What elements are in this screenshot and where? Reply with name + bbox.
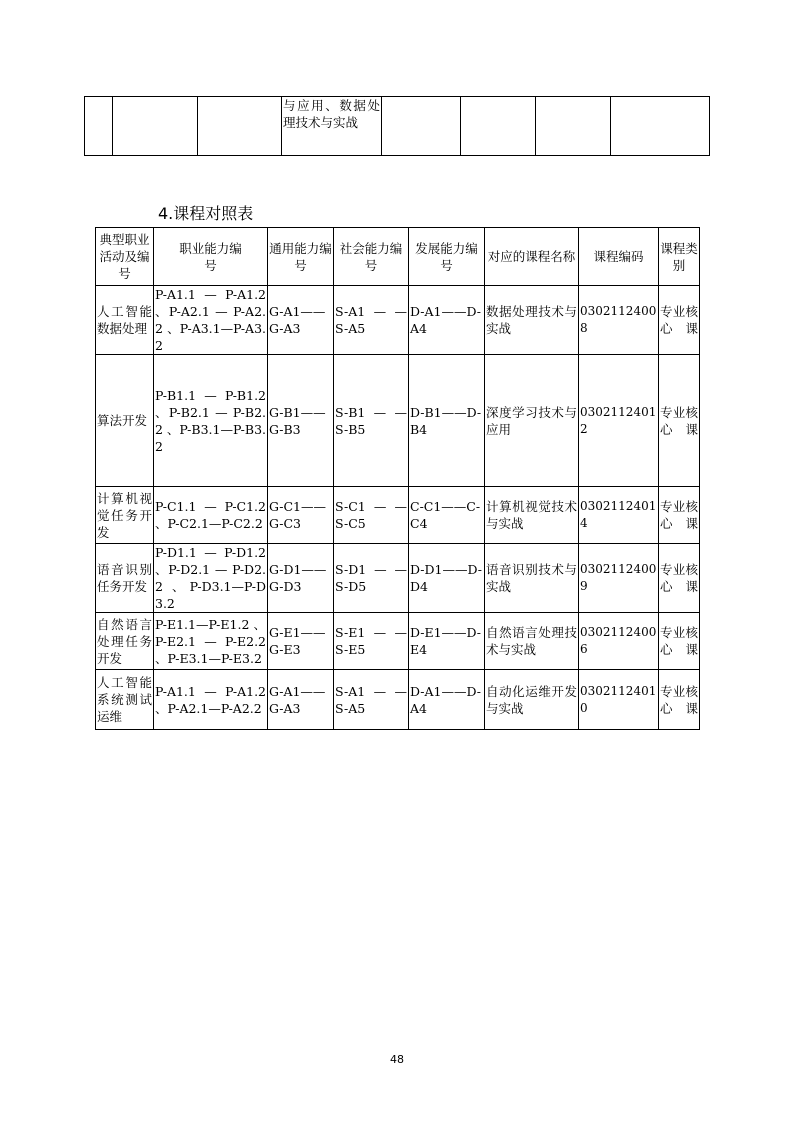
table-cell: 专业核心课 <box>659 355 700 487</box>
table-cell: S-A1 — — S-A5 <box>334 670 409 730</box>
table-cell: 人工智能系统测试运维 <box>96 670 154 730</box>
table-cell: 与应用、数据处理技术与实战 <box>282 97 382 156</box>
table-cell: G-D1——G-D3 <box>268 544 334 613</box>
table-header-row <box>96 228 700 286</box>
table-cell: C-C1——C-C4 <box>409 487 485 544</box>
table-cell: 语音识别技术与实战 <box>485 544 579 613</box>
header-cell: 发展能力编号 <box>409 228 485 286</box>
table-cell: 自动化运维开发与实战 <box>485 670 579 730</box>
table-cell: S-C1 — — S-C5 <box>334 487 409 544</box>
table-cell: 03021124014 <box>579 487 659 544</box>
table-cell: 计算机视觉技术与实战 <box>485 487 579 544</box>
table-row <box>96 286 700 355</box>
page-number: 48 <box>390 1053 404 1066</box>
table-cell: 人工智能数据处理 <box>96 286 154 355</box>
table-cell: P-D1.1 — P-D1.2 、P-D2.1 — P-D2.2 、P-D3.1—P-D3.2 <box>155 545 266 611</box>
table-cell: G-A1——G-A3 <box>268 286 334 355</box>
section-title: 4.课程对照表 <box>158 204 254 223</box>
table-cell: 03021124012 <box>579 355 659 487</box>
table-row <box>96 544 700 613</box>
header-cell: 职业能力编号 <box>154 228 268 286</box>
table-cell: 03021124006 <box>579 613 659 670</box>
table-cell <box>461 97 536 156</box>
table-cell: G-B1——G-B3 <box>268 355 334 487</box>
header-cell: 典型职业活动及编号 <box>96 228 154 286</box>
table-cell: D-A1——D-A4 <box>409 286 485 355</box>
table-row <box>96 613 700 670</box>
table-cell: S-D1 — — S-D5 <box>334 544 409 613</box>
table-cell: P-C1.1 — P-C1.2 、P-C2.1—P-C2.2 <box>154 487 268 544</box>
table-cell: P-B1.1 — P-B1.2 、P-B2.1 — P-B2.2 、P-B3.1—P-B3.2 <box>154 355 268 487</box>
table-cell: 自然语言处理技术与实战 <box>485 613 579 670</box>
table-cell: 专业核心课 <box>659 286 700 355</box>
table-cell: G-A1——G-A3 <box>268 670 334 730</box>
table-cell <box>198 97 282 156</box>
table-cell <box>536 97 611 156</box>
table-cell: P-A1.1 — P-A1.2 、P-A2.1 — P-A2.2 、P-A3.1—P-A3.2 <box>155 287 266 353</box>
table-cell: 数据处理技术与实战 <box>485 286 579 355</box>
table-cell: D-E1——D-E4 <box>409 613 485 670</box>
table-cell: 专业核心课 <box>659 544 700 613</box>
table-cell: D-A1——D-A4 <box>409 670 485 730</box>
table-cell <box>85 97 113 156</box>
table-cell: 算法开发 <box>96 355 154 487</box>
table-cell: 语音识别任务开发 <box>96 544 154 613</box>
table-cell: 自然语言处理任务开发 <box>96 613 154 670</box>
previous-table-fragment <box>84 96 710 156</box>
table-cell: P-E1.1—P-E1.2 、P-E2.1 — P-E2.2 、P-E3.1—P-E3.2 <box>154 613 268 670</box>
table-cell: 03021124009 <box>579 544 659 613</box>
table-cell: S-B1 — — S-B5 <box>334 355 409 487</box>
table-cell: 专业核心课 <box>659 487 700 544</box>
table-row <box>96 670 700 730</box>
table-cell: 计算机视觉任务开发 <box>96 487 154 544</box>
header-cell: 通用能力编号 <box>268 228 334 286</box>
table-cell: 03021124008 <box>579 286 659 355</box>
table-cell: 专业核心课 <box>659 613 700 670</box>
table-row <box>85 97 710 156</box>
table-cell <box>113 97 198 156</box>
header-cell: 社会能力编号 <box>334 228 409 286</box>
table-cell: P-A1.1 — P-A1.2 、P-A2.1—P-A2.2 <box>154 670 268 730</box>
table-cell: G-C1——G-C3 <box>268 487 334 544</box>
table-row <box>96 355 700 487</box>
header-cell: 课程编码 <box>579 228 659 286</box>
table-row <box>96 487 700 544</box>
table-cell: 03021124010 <box>579 670 659 730</box>
table-cell: 专业核心课 <box>659 670 700 730</box>
table-cell <box>611 97 710 156</box>
header-cell: 课程类别 <box>659 228 700 286</box>
table-cell: D-B1——D-B4 <box>409 355 485 487</box>
table-cell: 深度学习技术与应用 <box>485 355 579 487</box>
table-cell <box>382 97 461 156</box>
table-cell: D-D1——D-D4 <box>409 544 485 613</box>
table-cell: G-E1——G-E3 <box>268 613 334 670</box>
table-cell: S-A1 — — S-A5 <box>334 286 409 355</box>
header-cell: 对应的课程名称 <box>485 228 579 286</box>
course-mapping-table <box>95 227 700 730</box>
table-cell: S-E1 — — S-E5 <box>334 613 409 670</box>
